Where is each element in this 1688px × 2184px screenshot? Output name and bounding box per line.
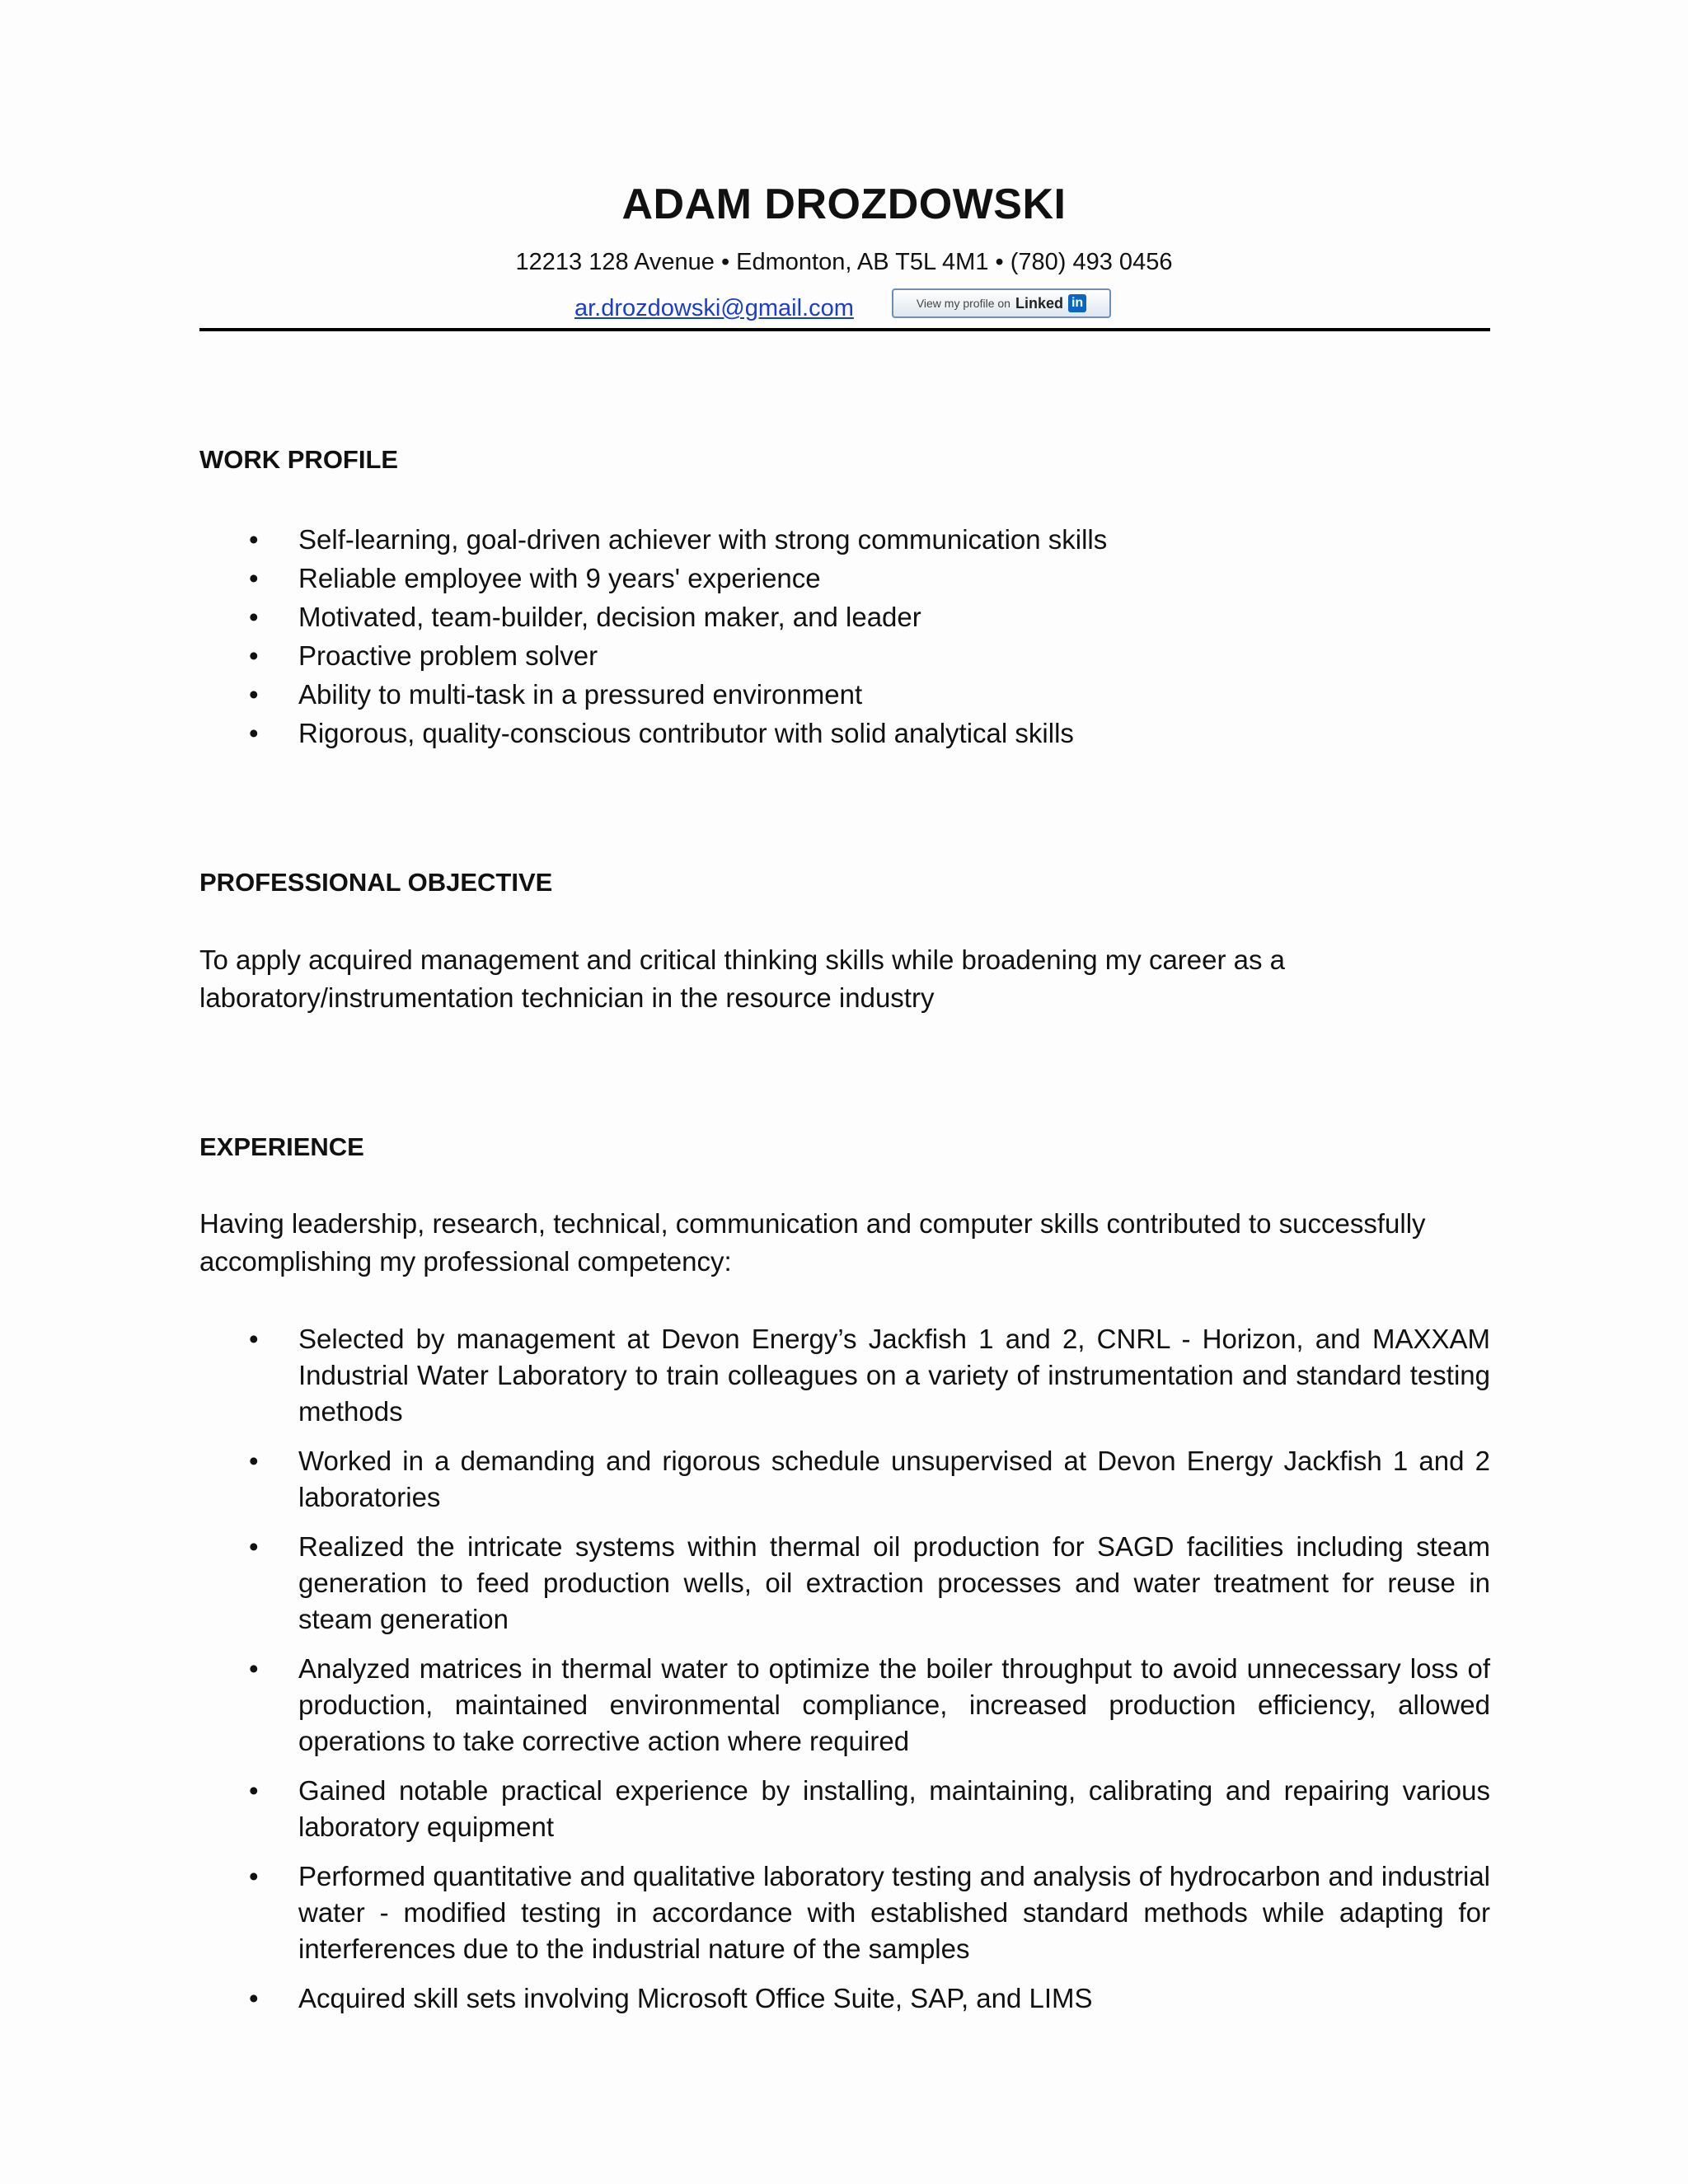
bullet-icon: • [249, 718, 259, 748]
list-item-text: Worked in a demanding and rigorous schedule unsupervised at Devon Energy Jackfish 1 and 2 laboratories [298, 1446, 1490, 1512]
list-item [199, 1773, 1490, 1845]
list-item-text: Ability to multi-task in a pressured environment [298, 679, 863, 710]
experience-heading: EXPERIENCE [199, 1132, 364, 1161]
list-item [199, 522, 1490, 560]
objective-heading: PROFESSIONAL OBJECTIVE [199, 868, 553, 897]
experience-intro: Having leadership, research, technical, communication and computer skills contributed to successfully accomplishing my professional competency: [199, 1208, 1426, 1277]
bullet-icon: • [249, 1775, 259, 1806]
bullet-icon: • [249, 679, 259, 710]
bullet-icon: • [249, 1983, 259, 2013]
list-item-text: Self-learning, goal-driven achiever with strong communication skills [298, 524, 1108, 555]
bullet-icon: • [249, 524, 259, 555]
list-item [199, 1321, 1490, 1430]
list-item-text: Proactive problem solver [298, 640, 598, 671]
bullet-icon: • [249, 1324, 259, 1354]
linkedin-profile-button[interactable] [892, 288, 1111, 318]
contact-line: 12213 128 Avenue • Edmonton, AB T5L 4M1 • (780) 493 0456 [515, 249, 1173, 275]
linkedin-badge-prefix: View my profile on [916, 297, 1010, 310]
list-item-text: Reliable employee with 9 years' experience [298, 563, 821, 593]
linkedin-badge-word: Linked [1015, 294, 1063, 312]
list-item-text: Realized the intricate systems within thermal oil production for SAGD facilities including steam generation to feed production wells, oil extraction processes and water treatment for reuse in steam generation [298, 1531, 1490, 1634]
list-item [199, 1529, 1490, 1638]
list-item-text: Performed quantitative and qualitative laboratory testing and analysis of hydrocarbon and industrial water - modified testing in accordance with established standard methods while adapting for interferences due to the industrial nature of the samples [298, 1861, 1490, 1964]
header-divider [199, 328, 1490, 331]
list-item [199, 1651, 1490, 1760]
list-item [199, 638, 1490, 677]
bullet-icon: • [249, 1653, 259, 1684]
list-item-text: Selected by management at Devon Energy’s Jackfish 1 and 2, CNRL - Horizon, and MAXXAM Industrial Water Laboratory to train colleagues on a variety of instrumentation and standard testing methods [298, 1324, 1490, 1427]
bullet-icon: • [249, 563, 259, 593]
work-profile-list [199, 522, 1490, 754]
bullet-icon: • [249, 1446, 259, 1476]
list-item-text: Rigorous, quality-conscious contributor with solid analytical skills [298, 718, 1074, 748]
bullet-icon: • [249, 640, 259, 671]
work-profile-heading: WORK PROFILE [199, 445, 399, 474]
list-item [199, 1980, 1490, 2017]
objective-text: To apply acquired management and critical thinking skills while broadening my career as a laboratory/instrumentation technician in the resource industry [199, 944, 1286, 1013]
email-link[interactable]: ar.drozdowski@gmail.com [574, 295, 854, 321]
experience-list [199, 1321, 1490, 2030]
list-item [199, 1443, 1490, 1516]
list-item-text: Motivated, team-builder, decision maker, and leader [298, 602, 921, 632]
list-item-text: Analyzed matrices in thermal water to optimize the boiler throughput to avoid unnecessary loss of production, maintained environmental compliance, increased production efficiency, allowed operations to take corrective action where required [298, 1653, 1490, 1756]
linkedin-icon: in [1068, 294, 1086, 312]
list-item [199, 677, 1490, 715]
bullet-icon: • [249, 602, 259, 632]
list-item [199, 560, 1490, 599]
candidate-name: ADAM DROZDOWSKI [621, 180, 1067, 228]
list-item [199, 599, 1490, 638]
list-item-text: Acquired skill sets involving Microsoft Office Suite, SAP, and LIMS [298, 1983, 1093, 2013]
list-item-text: Gained notable practical experience by installing, maintaining, calibrating and repairing various laboratory equipment [298, 1775, 1490, 1842]
bullet-icon: • [249, 1531, 259, 1562]
list-item [199, 1858, 1490, 1967]
bullet-icon: • [249, 1861, 259, 1891]
list-item [199, 715, 1490, 754]
